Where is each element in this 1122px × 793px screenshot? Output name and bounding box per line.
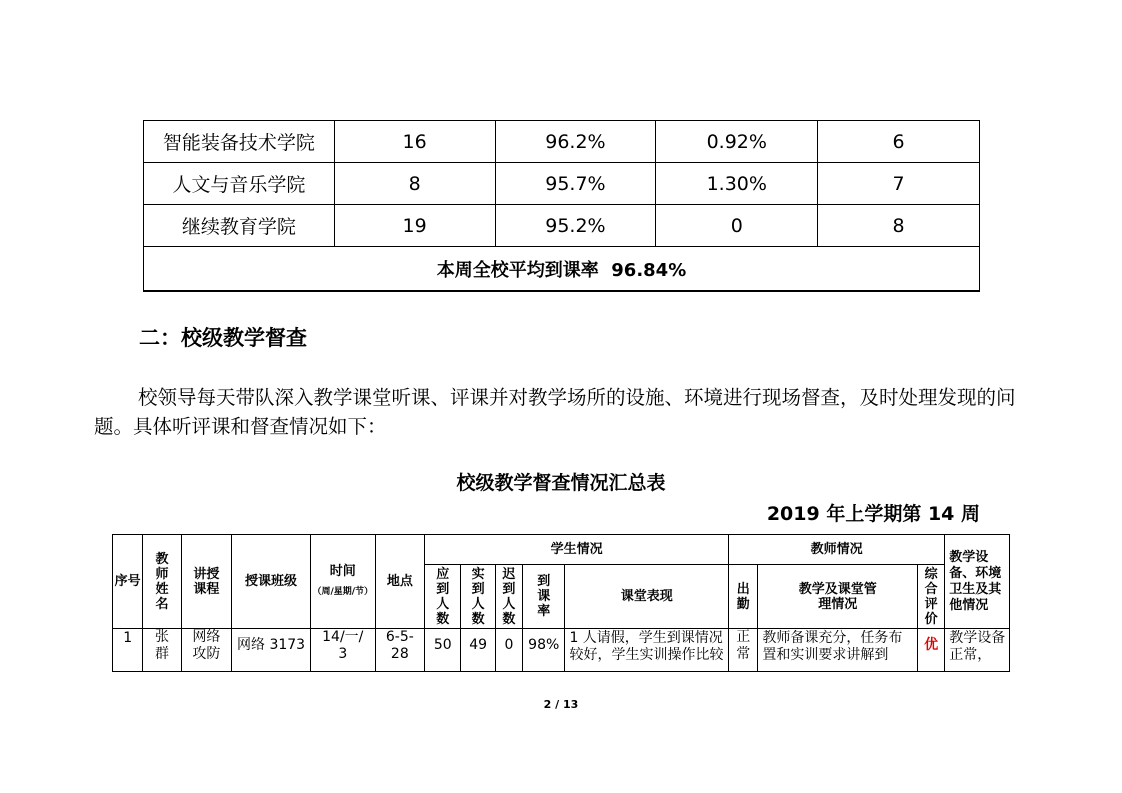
cell-class: 网络 3173 — [232, 629, 311, 672]
summary-table — [143, 120, 980, 292]
cell-late: 0 — [495, 629, 522, 672]
header-presence: 出勤 — [729, 565, 758, 629]
cell-seq: 1 — [113, 629, 143, 672]
cell-performance: 1 人请假，学生到课情况较好，学生实训操作比较 — [565, 629, 729, 672]
header-seq: 序号 — [113, 535, 143, 629]
cell-expected: 50 — [425, 629, 461, 672]
summary-row — [144, 163, 980, 205]
summary-cell-late-rate: 1.30% — [656, 163, 818, 205]
summary-row — [144, 121, 980, 163]
summary-cell-count: 19 — [334, 205, 495, 247]
summary-cell-rank: 6 — [818, 121, 980, 163]
summary-cell-rate: 95.2% — [495, 205, 656, 247]
summary-cell-college: 继续教育学院 — [144, 205, 335, 247]
header-teacher: 教师姓名 — [143, 535, 181, 629]
detail-table — [112, 534, 1010, 672]
cell-time: 14/一/3 — [310, 629, 375, 672]
header-teacher-info: 教师情况 — [729, 535, 945, 565]
header-time — [310, 535, 375, 629]
summary-cell-rank: 7 — [818, 163, 980, 205]
header-management: 教学及课堂管理情况 — [758, 565, 918, 629]
summary-cell-college: 智能装备技术学院 — [144, 121, 335, 163]
table-title: 校级教学督查情况汇总表 — [456, 472, 666, 494]
header-rating: 综合评价 — [917, 565, 944, 629]
header-late: 迟到人数 — [495, 565, 522, 629]
cell-location: 6-5-28 — [375, 629, 424, 672]
header-student-info: 学生情况 — [425, 535, 729, 565]
summary-cell-count: 8 — [334, 163, 495, 205]
header-class: 授课班级 — [232, 535, 311, 629]
summary-row — [144, 205, 980, 247]
header-attendance-rate: 到课率 — [523, 565, 565, 629]
header-performance: 课堂表现 — [565, 565, 729, 629]
header-actual: 实到人数 — [461, 565, 495, 629]
cell-attendance-rate: 98% — [523, 629, 565, 672]
intro-paragraph-text: 校领导每天带队深入教学课堂听课、评课并对教学场所的设施、环境进行现场督查，及时处理发现的问题。具体听评课和督查情况如下： — [94, 386, 1016, 438]
page-number: 2 / 13 — [543, 698, 579, 711]
header-course: 讲授课程 — [181, 535, 232, 629]
cell-presence: 正常 — [729, 629, 758, 672]
cell-management: 教师备课充分，任务布置和实训要求讲解到 — [758, 629, 918, 672]
intro-paragraph — [94, 383, 1034, 441]
header-equipment: 教学设备、环境卫生及其他情况 — [945, 535, 1010, 629]
header-expected: 应到人数 — [425, 565, 461, 629]
cell-course: 网络攻防 — [181, 629, 232, 672]
summary-cell-late-rate: 0.92% — [656, 121, 818, 163]
table-subtitle: 2019 年上学期第 14 周 — [766, 503, 980, 525]
cell-actual: 49 — [461, 629, 495, 672]
header-time-sub: （周/星期/节） — [312, 586, 374, 597]
summary-cell-count: 16 — [334, 121, 495, 163]
summary-cell-college: 人文与音乐学院 — [144, 163, 335, 205]
section-heading: 二：校级教学督查 — [139, 326, 307, 350]
header-location: 地点 — [375, 535, 424, 629]
summary-cell-rank: 8 — [818, 205, 980, 247]
cell-rating: 优 — [917, 629, 944, 672]
cell-equipment: 教学设备正常， — [945, 629, 1010, 672]
table-row — [113, 629, 1010, 672]
summary-average-row — [144, 247, 980, 292]
summary-cell-rate: 95.7% — [495, 163, 656, 205]
summary-cell-rate: 96.2% — [495, 121, 656, 163]
summary-average: 本周全校平均到课率 96.84% — [144, 247, 980, 292]
header-time-label: 时间 — [329, 563, 356, 579]
summary-cell-late-rate: 0 — [656, 205, 818, 247]
cell-teacher: 张群 — [143, 629, 181, 672]
